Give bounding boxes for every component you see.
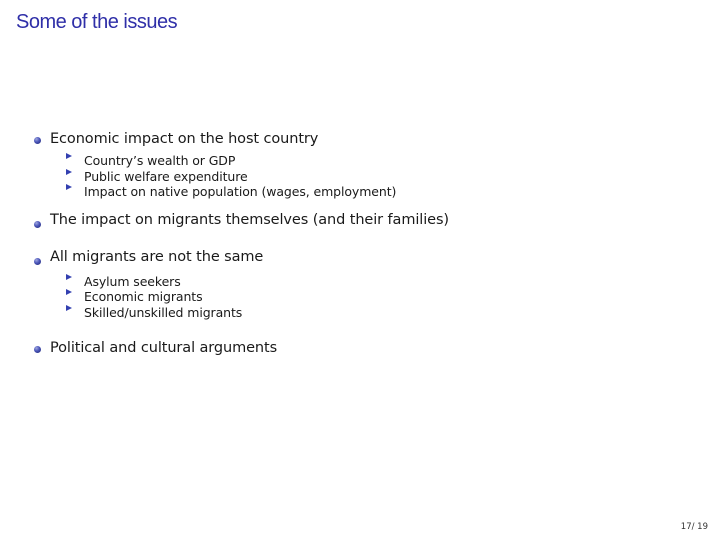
bullet-text: Economic impact on the host country: [50, 131, 319, 147]
sub-item-text: Country’s wealth or GDP: [84, 153, 236, 168]
bullet-ball-icon: [34, 346, 41, 353]
triangle-bullet-icon: [66, 153, 72, 159]
sub-item: [66, 302, 684, 318]
sub-item: [66, 166, 684, 182]
bullet-item: [34, 339, 684, 357]
slide-content: [34, 130, 684, 357]
sub-item: [66, 286, 684, 302]
sub-item: [66, 181, 684, 197]
bullet-item: [34, 211, 684, 229]
triangle-bullet-icon: [66, 184, 72, 190]
sub-item-text: Skilled/unskilled migrants: [84, 304, 243, 320]
sub-list: [50, 271, 684, 318]
sub-item: [66, 271, 684, 287]
sub-item-text: Asylum seekers: [84, 273, 181, 289]
sub-item: [66, 150, 684, 166]
bullet-ball-icon: [34, 221, 41, 228]
bullet-text: All migrants are not the same: [50, 248, 264, 265]
sub-item-text: Impact on native population (wages, employment): [84, 184, 397, 199]
bullet-item: [34, 130, 684, 197]
triangle-bullet-icon: [66, 274, 72, 280]
bullet-text: The impact on migrants themselves (and their families): [50, 211, 449, 228]
triangle-bullet-icon: [66, 305, 72, 311]
sub-list: [50, 150, 684, 197]
triangle-bullet-icon: [66, 289, 72, 295]
bullet-ball-icon: [34, 258, 41, 265]
slide-title: Some of the issues: [16, 11, 178, 33]
bullet-text: Political and cultural arguments: [50, 340, 278, 356]
page-number: 17/ 19: [680, 522, 708, 532]
bullet-ball-icon: [34, 137, 41, 144]
bullet-item: [34, 248, 684, 318]
triangle-bullet-icon: [66, 169, 72, 175]
sub-item-text: Public welfare expenditure: [84, 168, 248, 184]
sub-item-text: Economic migrants: [84, 289, 203, 304]
